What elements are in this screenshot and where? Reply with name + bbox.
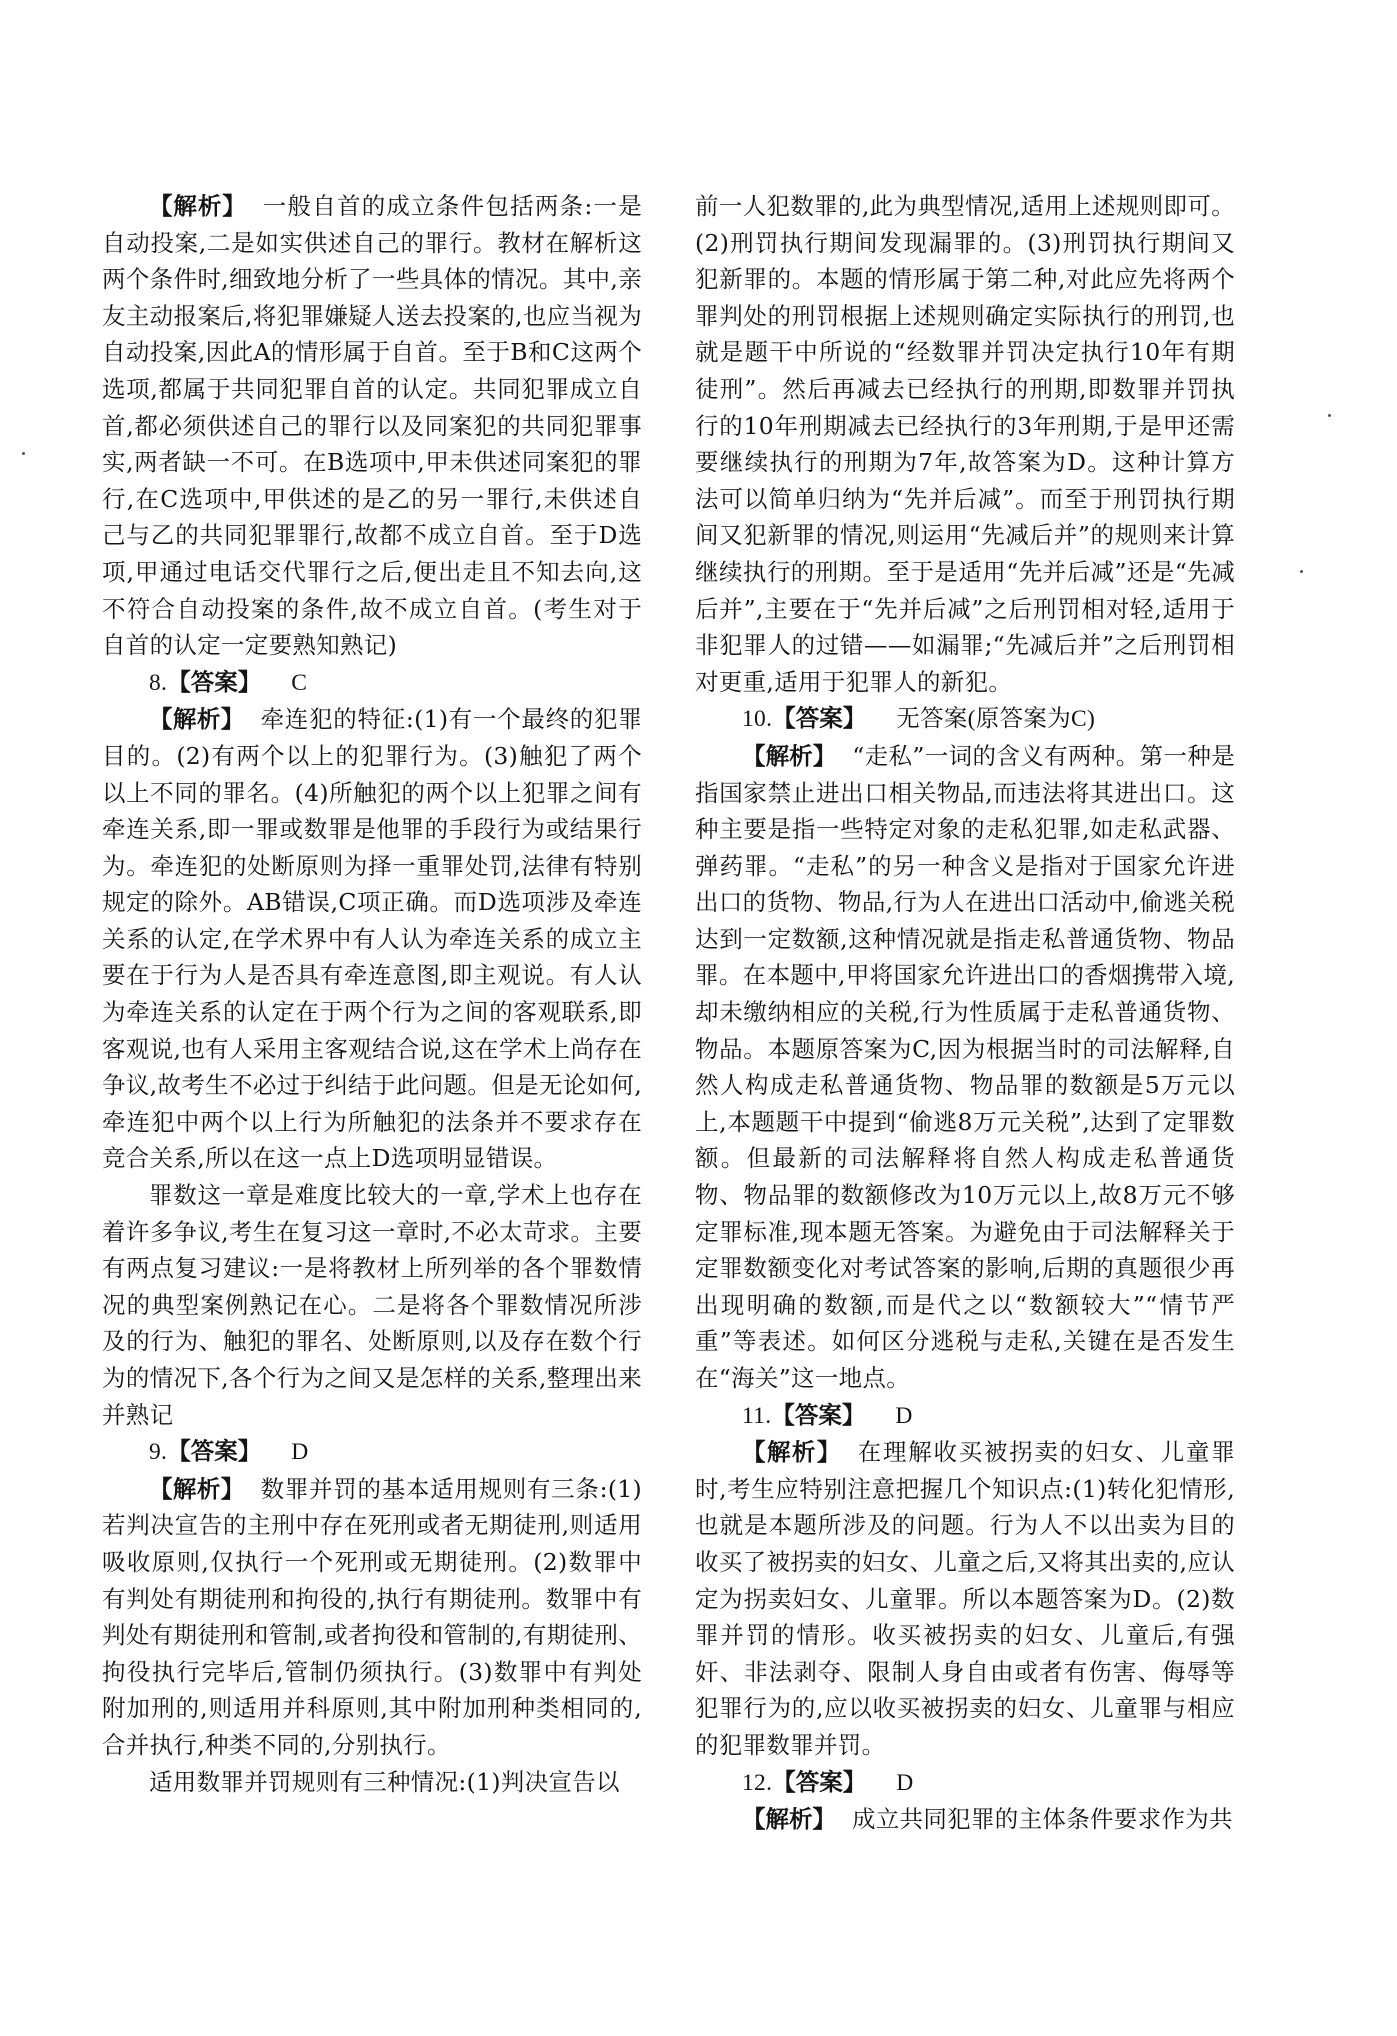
answer-8-paragraph (102, 664, 642, 702)
answer-label: 【答案】 (772, 704, 867, 733)
answer-8-value: C (291, 669, 308, 696)
answer-9-paragraph (102, 1433, 642, 1471)
answer-10-paragraph (695, 700, 1235, 738)
analysis-label: 【解析】 (742, 741, 837, 770)
question-12-number: 12. (742, 1769, 773, 1796)
analysis-11-paragraph (695, 1434, 1235, 1763)
analysis-9-text: 数罪并罚的基本适用规则有三条:(1)若判决宣告的主刑中存在死刑或者无期徒刑,则适用吸收原则,仅执行一个死刑或无期徒刑。(2)数罪中有判处有期徒刑和拘役的,执行有期徒刑。数罪中有判处有期徒刑和管制,或者拘役和管制的,有期徒刑、拘役执行完毕后,管制仍须执行。(3)数罪中有判处附加刑的,则适用并科原则,其中附加刑种类相同的,合并执行,种类不同的,分别执行。 (102, 1474, 643, 1759)
scan-speck (1300, 570, 1303, 573)
continuation-paragraph: 前一人犯数罪的,此为典型情况,适用上述规则即可。(2)刑罚执行期间发现漏罪的。(3)刑罚执行期间又犯新罪的。本题的情形属于第二种,对此应先将两个罪判处的刑罚根据上述规则确定实际执行的刑罚,也就是题干中所说的“经数罪并罚决定执行10年有期徒刑”。然后再减去已经执行的刑期,即数罪并罚执行的10年刑期减去已经执行的3年刑期,于是甲还需要继续执行的刑期为7年,故答案为D。这种计算方法可以简单归纳为“先并后减”。而至于刑罚执行期间又犯新罪的情况,则运用“先减后并”的规则来计算继续执行的刑期。至于是适用“先并后减”还是“先减后并”,主要在于“先并后减”之后刑罚相对轻,适用于非犯罪人的过错——如漏罪;“先减后并”之后刑罚相对更重,适用于犯罪人的新犯。 (695, 192, 1235, 696)
analysis-label: 【解析】 (742, 1805, 836, 1834)
right-column (695, 188, 1235, 1838)
analysis-10-paragraph (695, 738, 1235, 1397)
analysis-11-text: 在理解收买被拐卖的妇女、儿童罪时,考生应特别注意把握几个知识点:(1)转化犯情形,也就是本题所涉及的问题。行为人不以出卖为目的收买了被拐卖的妇女、儿童之后,又将其出卖的,应认定为拐卖妇女、儿童罪。所以本题答案为D。(2)数罪并罚的情形。收买被拐卖的妇女、儿童后,有强奸、非法剥夺、限制人身自由或者有伤害、侮辱等犯罪行为的,应以收买被拐卖的妇女、儿童罪与相应的犯罪数罪并罚。 (695, 1438, 1236, 1759)
analysis-12-paragraph (695, 1801, 1235, 1838)
answer-11-paragraph (695, 1397, 1235, 1435)
analysis-label: 【解析】 (149, 1474, 245, 1503)
question-8-number: 8. (149, 669, 168, 696)
answer-label: 【答案】 (167, 1437, 262, 1466)
question-9-number: 9. (149, 1439, 168, 1466)
analysis-8-text: 牵连犯的特征:(1)有一个最终的犯罪目的。(2)有两个以上的犯罪行为。(3)触犯了两个以上不同的罪名。(4)所触犯的两个以上犯罪之间有牵连关系,即一罪或数罪是他罪的手段行为或结果行为。牵连犯的处断原则为择一重罪处罚,法律有特别规定的除外。AB错误,C项正确。而D选项涉及牵连关系的认定,在学术界中有人认为牵连关系的成立主要在于行为人是否具有牵连意图,即主观说。有人认为牵连关系的认定在于两个行为之间的客观联系,即客观说,也有人采用主客观结合说,这在学术上尚存在争议,故考生不必过于纠结于此问题。但是无论如何,牵连犯中两个以上行为所触犯的法条并不要求存在竞合关系,所以在这一点上D选项明显错误。 (102, 705, 643, 1173)
scan-speck (22, 452, 25, 455)
answer-11-value: D (895, 1402, 913, 1429)
scan-speck (1328, 414, 1331, 417)
question-11-number: 11. (742, 1402, 772, 1429)
analysis-label: 【解析】 (742, 1438, 842, 1467)
answer-label: 【答案】 (167, 667, 262, 696)
answer-10-value: 无答案(原答案为C) (896, 706, 1096, 733)
answer-9-value: D (291, 1439, 309, 1466)
question-10-number: 10. (742, 706, 773, 733)
answer-12-value: D (896, 1769, 914, 1796)
analysis-8-paragraph (102, 701, 642, 1177)
analysis-label: 【解析】 (149, 192, 247, 220)
answer-12-paragraph (695, 1764, 1235, 1802)
analysis-label: 【解析】 (149, 705, 245, 734)
analysis-12-text: 成立共同犯罪的主体条件要求作为共 (852, 1805, 1233, 1834)
analysis-9-paragraph (102, 1471, 642, 1764)
analysis-7-text: 一般自首的成立条件包括两条:一是自动投案,二是如实供述自己的罪行。教材在解析这两个条件时,细致地分析了一些具体的情况。其中,亲友主动报案后,将犯罪嫌疑人送去投案的,也应当视为自动投案,因此A的情形属于自首。至于B和C这两个选项,都属于共同犯罪自首的认定。共同犯罪成立自首,都必须供述自己的罪行以及同案犯的共同犯罪事实,两者缺一不可。在B选项中,甲未供述同案犯的罪行,在C选项中,甲供述的是乙的另一罪行,未供述自己与乙的共同犯罪罪行,故都不成立自首。至于D选项,甲通过电话交代罪行之后,便出走且不知去向,这不符合自动投案的条件,故不成立自首。(考生对于自首的认定一定要熟知熟记) (102, 192, 643, 660)
answer-label: 【答案】 (772, 1767, 867, 1796)
analysis-7-paragraph (102, 188, 642, 664)
review-advice-paragraph: 罪数这一章是难度比较大的一章,学术上也存在着许多争议,考生在复习这一章时,不必太苛求。主要有两点复习建议:一是将教材上所列举的各个罪数情况的典型案例熟记在心。二是将各个罪数情况所涉及的行为、触犯的罪名、处断原则,以及存在数个行为的情况下,各个行为之间又是怎样的关系,整理出来并熟记 (102, 1181, 642, 1429)
cases-paragraph: 适用数罪并罚规则有三种情况:(1)判决宣告以 (149, 1767, 620, 1796)
analysis-10-text: “走私”一词的含义有两种。第一种是指国家禁止进出口相关物品,而违法将其进出口。这种主要是指一些特定对象的走私犯罪,如走私武器、弹药罪。“走私”的另一种含义是指对于国家允许进出口的货物、物品,行为人在进出口活动中,偷逃关税达到一定数额,这种情况就是指走私普通货物、物品罪。在本题中,甲将国家允许进出口的香烟携带入境,却未缴纳相应的关税,行为性质属于走私普通货物、物品。本题原答案为C,因为根据当时的司法解释,自然人构成走私普通货物、物品罪的数额是5万元以上,本题题干中提到“偷逃8万元关税”,达到了定罪数额。但最新的司法解释将自然人构成走私普通货物、物品罪的数额修改为10万元以上,故8万元不够定罪标准,现本题无答案。为避免由于司法解释关于定罪数额变化对考试答案的影响,后期的真题很少再出现明确的数额,而是代之以“数额较大”“情节严重”等表述。如何区分逃税与走私,关键在是否发生在“海关”这一地点。 (695, 741, 1235, 1392)
left-column (102, 188, 642, 1800)
answer-label: 【答案】 (771, 1400, 866, 1429)
